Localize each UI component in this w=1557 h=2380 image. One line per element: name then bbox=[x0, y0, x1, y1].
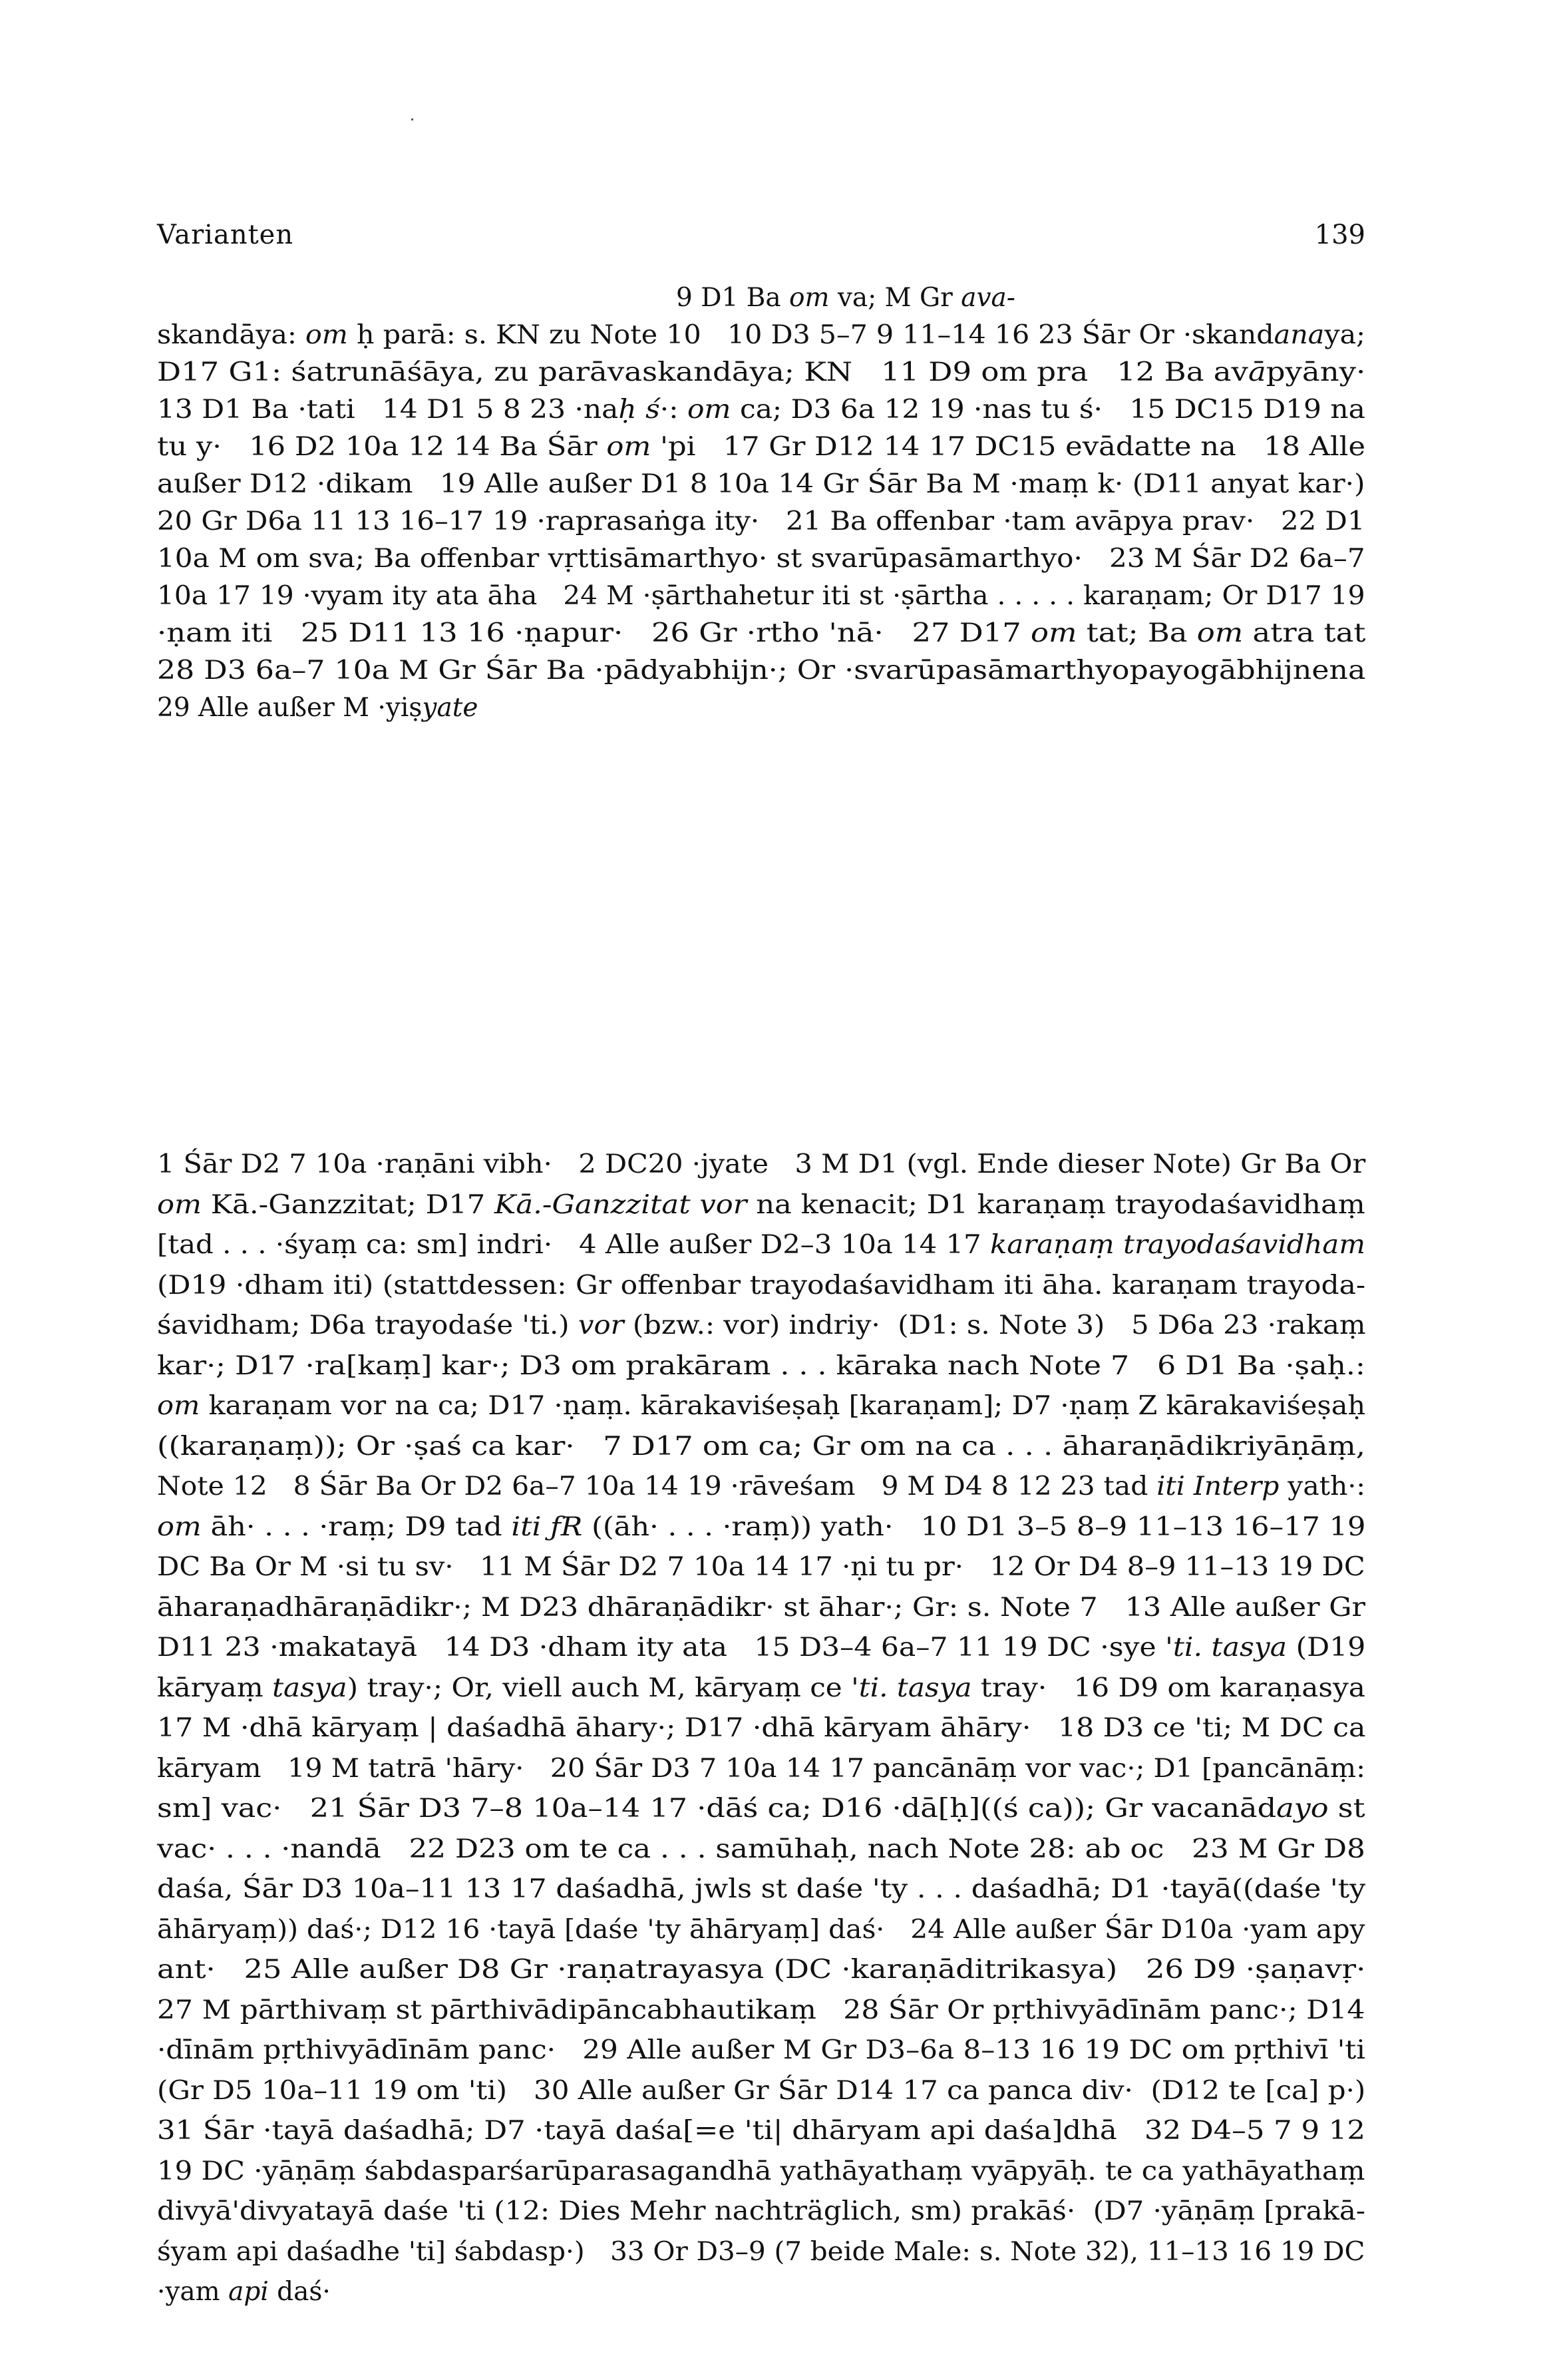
page-number: 139 bbox=[1314, 220, 1365, 250]
block-two-line: śyam api daśadhe 'ti] śabdasp·) 33 Or D3–9 (7 beide Male: s. Note 32), 11–13 16 19 DC bbox=[157, 2236, 1365, 2267]
block-two-line: 27 M pārthivaṃ st pārthivādipāncabhautikaṃ 28 Śār Or pṛthivyādīnām panc·; D14 bbox=[157, 1995, 1365, 2025]
scan-speck bbox=[411, 118, 413, 120]
block-two-line: om Kā.-Ganzzitat; D17 Kā.-Ganzzitat vor na kenacit; D1 karaṇaṃ trayodaśavidhaṃ bbox=[157, 1189, 1365, 1220]
block-two-line: om karaṇam vor na ca; D17 ·ṇaṃ. kārakaviśeṣaḥ [karaṇam]; D7 ·ṇaṃ Z kārakaviśeṣaḥ bbox=[157, 1391, 1366, 1421]
block-two-line: ant· 25 Alle außer D8 Gr ·raṇatrayasya (DC ·karaṇāditrikasya) 26 D9 ·ṣaṇavṛ· bbox=[157, 1955, 1366, 1985]
block-one-line: 9 D1 Ba om va; M Gr ava- bbox=[676, 283, 1015, 313]
block-one-line: skandāya: om ḥ parā: s. KN zu Note 10 10 D3 5–7 9 11–14 16 23 Śār Or ·skandanaya; bbox=[157, 320, 1366, 350]
block-two-line: kar·; D17 ·ra[kaṃ] kar·; D3 om prakāram . . . kāraka nach Note 7 6 D1 Ba ·ṣaḥ.: bbox=[157, 1350, 1365, 1381]
block-two-line: (Gr D5 10a–11 19 om 'ti) 30 Alle außer Gr Śār D14 17 ca panca div· (D12 te [ca] p·) bbox=[157, 2075, 1366, 2106]
block-one-line: D17 G1: śatrunāśāya, zu parāvaskandāya; KN 11 D9 om pra 12 Ba avāpyāny· bbox=[157, 357, 1366, 387]
block-two-line: divyā'divyatayā daśe 'ti (12: Dies Mehr nachträglich, sm) prakāś· (D7 ·yāṇāṃ [prakā- bbox=[157, 2196, 1365, 2226]
apparatus-block-one bbox=[157, 280, 1365, 745]
block-two-line: om āh· . . . ·raṃ; D9 tad iti ƒR ((āh· . . . ·raṃ)) yath· 10 D1 3–5 8–9 11–13 16–17 19 bbox=[157, 1511, 1366, 1542]
block-two-line: ·yam api daś· bbox=[157, 2277, 331, 2307]
block-two-line: 1 Śār D2 7 10a ·raṇāni vibh· 2 DC20 ·jyate 3 M D1 (vgl. Ende dieser Note) Gr Ba Or bbox=[157, 1149, 1366, 1179]
block-two-line: kāryaṃ tasya) tray·; Or, viell auch M, kāryaṃ ce 'ti. tasya tray· 16 D9 om karaṇasya bbox=[157, 1673, 1365, 1703]
block-two-line: D11 23 ·makatayā 14 D3 ·dham ity ata 15 D3–4 6a–7 11 19 DC ·sye 'ti. tasya (D19 bbox=[157, 1633, 1366, 1663]
block-one-line: 29 Alle außer M ·yiṣyate bbox=[157, 693, 478, 723]
block-two-line: [tad . . . ·śyaṃ ca: sm] indri· 4 Alle außer D2–3 10a 14 17 karaṇaṃ trayodaśavidham bbox=[157, 1230, 1365, 1260]
running-header-title: Varianten bbox=[157, 220, 294, 250]
block-two-line: 17 M ·dhā kāryaṃ | daśadhā āhary·; D17 ·dhā kāryam āhāry· 18 D3 ce 'ti; M DC ca bbox=[157, 1713, 1366, 1743]
block-two-line: DC Ba Or M ·si tu sv· 11 M Śār D2 7 10a 14 17 ·ṇi tu pr· 12 Or D4 8–9 11–13 19 DC bbox=[157, 1552, 1365, 1582]
block-one-line: tu y· 16 D2 10a 12 14 Ba Śār om 'pi 17 Gr D12 14 17 DC15 evādatte na 18 Alle bbox=[157, 432, 1366, 462]
apparatus-block-two bbox=[157, 1146, 1365, 2331]
block-two-line: (D19 ·dham iti) (stattdessen: Gr offenbar trayodaśavidham iti āha. karaṇam trayoda- bbox=[157, 1270, 1366, 1300]
block-one-line: 13 D1 Ba ·tati 14 D1 5 8 23 ·naḥ ś·: om ca; D3 6a 12 19 ·nas tu ś· 15 DC15 D19 na bbox=[157, 395, 1365, 425]
block-two-line: daśa, Śār D3 10a–11 13 17 daśadhā, jwls st daśe 'ty . . . daśadhā; D1 ·tayā((daśe 'ty bbox=[157, 1874, 1366, 1904]
block-two-line: kāryam 19 M tatrā 'hāry· 20 Śār D3 7 10a 14 17 pancānāṃ vor vac·; D1 [pancānāṃ: bbox=[157, 1753, 1366, 1784]
block-one-line: 28 D3 6a–7 10a M Gr Śār Ba ·pādyabhijn·; Or ·svarūpasāmarthyopayogābhijnena bbox=[157, 656, 1366, 686]
block-two-line: sm] vac· 21 Śār D3 7–8 10a–14 17 ·dāś ca; D16 ·dā[ḥ]((ś ca)); Gr vacanādayo st bbox=[157, 1794, 1365, 1824]
block-two-line: ·dīnām pṛthivyādīnām panc· 29 Alle außer M Gr D3–6a 8–13 16 19 DC om pṛthivī 'ti bbox=[157, 2035, 1365, 2065]
block-two-line: āharaṇadhāraṇādikr·; M D23 dhāraṇādikr· st āhar·; Gr: s. Note 7 13 Alle außer Gr bbox=[157, 1592, 1365, 1623]
block-two-line: 31 Śār ·tayā daśadhā; D7 ·tayā daśa[=e 'ti| dhāryam api daśa]dhā 32 D4–5 7 9 12 bbox=[157, 2116, 1365, 2146]
block-two-line: 19 DC ·yāṇāṃ śabdasparśarūparasagandhā yathāyathaṃ vyāpyāḥ. te ca yathāyathaṃ bbox=[157, 2156, 1365, 2186]
block-one-line: ·ṇam iti 25 D11 13 16 ·ṇapur· 26 Gr ·rtho 'nā· 27 D17 om tat; Ba om atra tat bbox=[157, 618, 1366, 648]
block-one-line: 20 Gr D6a 11 13 16–17 19 ·raprasaṅga ity· 21 Ba offenbar ·tam avāpya prav· 22 D1 bbox=[157, 506, 1365, 536]
block-two-line: Note 12 8 Śār Ba Or D2 6a–7 10a 14 19 ·rāveśam 9 M D4 8 12 23 tad iti Interp yath·: bbox=[157, 1472, 1366, 1501]
block-one-line: außer D12 ·dikam 19 Alle außer D1 8 10a 14 Gr Śār Ba M ·maṃ k· (D11 anyat kar·) bbox=[157, 469, 1365, 499]
block-two-line: vac· . . . ·nandā 22 D23 om te ca . . . samūhaḥ, nach Note 28: ab oc 23 M Gr D8 bbox=[157, 1834, 1365, 1864]
block-two-line: ((karaṇaṃ)); Or ·ṣaś ca kar· 7 D17 om ca; Gr om na ca . . . āharaṇādikriyāṇāṃ, bbox=[157, 1431, 1366, 1462]
block-two-line: āhāryaṃ)) daś·; D12 16 ·tayā [daśe 'ty āhāryaṃ] daś· 24 Alle außer Śār D10a ·yam apy bbox=[157, 1914, 1365, 1945]
block-one-line: 10a M om sva; Ba offenbar vṛttisāmarthyo· st svarūpasāmarthyo· 23 M Śār D2 6a–7 bbox=[157, 544, 1365, 574]
block-one-line: 10a 17 19 ·vyam ity ata āha 24 M ·ṣārthahetur iti st ·ṣārtha . . . . . karaṇam; Or D17 19 bbox=[157, 581, 1365, 611]
block-two-line: śavidham; D6a trayodaśe 'ti.) vor (bzw.: vor) indriy· (D1: s. Note 3) 5 D6a 23 ·rakaṃ bbox=[157, 1310, 1366, 1340]
